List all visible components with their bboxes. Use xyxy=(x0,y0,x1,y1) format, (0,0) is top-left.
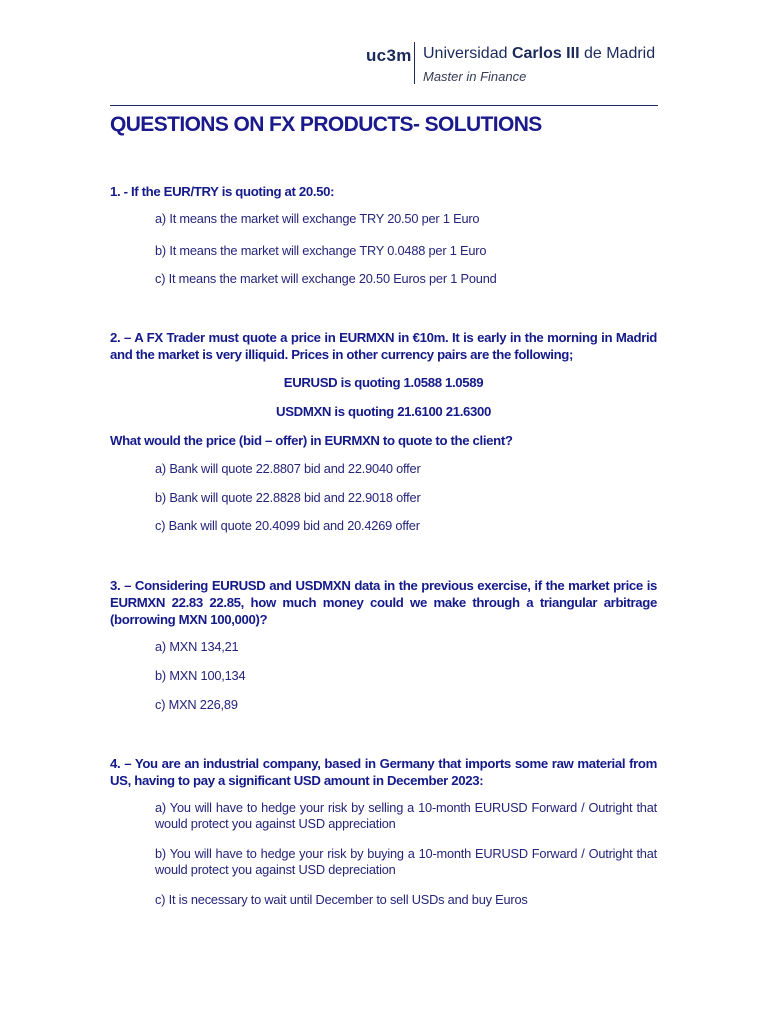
q3-option-a: a) MXN 134,21 xyxy=(155,639,239,654)
question-3: 3. – Considering EURUSD and USDMXN data in the previous exercise, if the market price is EURMXN 22.83 22.85, how much money could we make through a triangular arbitrage (borrowing MXN 100,000)? xyxy=(110,578,657,627)
logo-divider xyxy=(414,42,415,84)
page-title: QUESTIONS ON FX PRODUCTS- SOLUTIONS xyxy=(110,113,542,136)
university-prefix: Universidad xyxy=(423,45,508,62)
q2-option-a: a) Bank will quote 22.8807 bid and 22.9040 offer xyxy=(155,461,421,476)
q4-option-b: b) You will have to hedge your risk by buying a 10-month EURUSD Forward / Outright that would protect you against USD depreciation xyxy=(155,846,657,877)
question-1: 1. - If the EUR/TRY is quoting at 20.50: xyxy=(110,184,335,199)
q2-option-c: c) Bank will quote 20.4099 bid and 20.4269 offer xyxy=(155,518,420,533)
university-name xyxy=(423,45,655,63)
q1-option-a: a) It means the market will exchange TRY 20.50 per 1 Euro xyxy=(155,211,480,226)
question-4: 4. – You are an industrial company, based in Germany that imports some raw material from US, having to pay a significant USD amount in December 2023: xyxy=(110,756,657,788)
q2-quote-usdmxn: USDMXN is quoting 21.6100 21.6300 xyxy=(276,404,491,419)
header-rule xyxy=(110,105,658,106)
q2-quote-eurusd: EURUSD is quoting 1.0588 1.0589 xyxy=(283,375,484,390)
q3-option-b: b) MXN 100,134 xyxy=(155,668,246,683)
q4-option-c: c) It is necessary to wait until December to sell USDs and buy Euros xyxy=(155,892,528,907)
q4-option-a: a) You will have to hedge your risk by selling a 10-month EURUSD Forward / Outright that would protect you against USD appreciation xyxy=(155,800,657,831)
q3-option-c: c) MXN 226,89 xyxy=(155,697,238,712)
q2-followup: What would the price (bid – offer) in EURMXN to quote to the client? xyxy=(110,433,513,448)
q1-option-b: b) It means the market will exchange TRY 0.0488 per 1 Euro xyxy=(155,243,487,258)
program-name: Master in Finance xyxy=(423,69,527,84)
question-2: 2. – A FX Trader must quote a price in EURMXN in €10m. It is early in the morning in Madrid and the market is very illiquid. Prices in other currency pairs are the following; xyxy=(110,330,657,362)
q1-option-c: c) It means the market will exchange 20.50 Euros per 1 Pound xyxy=(155,271,497,286)
q2-option-b: b) Bank will quote 22.8828 bid and 22.9018 offer xyxy=(155,490,421,505)
logo-mark: uc3m xyxy=(366,46,412,65)
university-suffix: de Madrid xyxy=(583,45,656,62)
university-bold: Carlos III xyxy=(511,45,580,62)
